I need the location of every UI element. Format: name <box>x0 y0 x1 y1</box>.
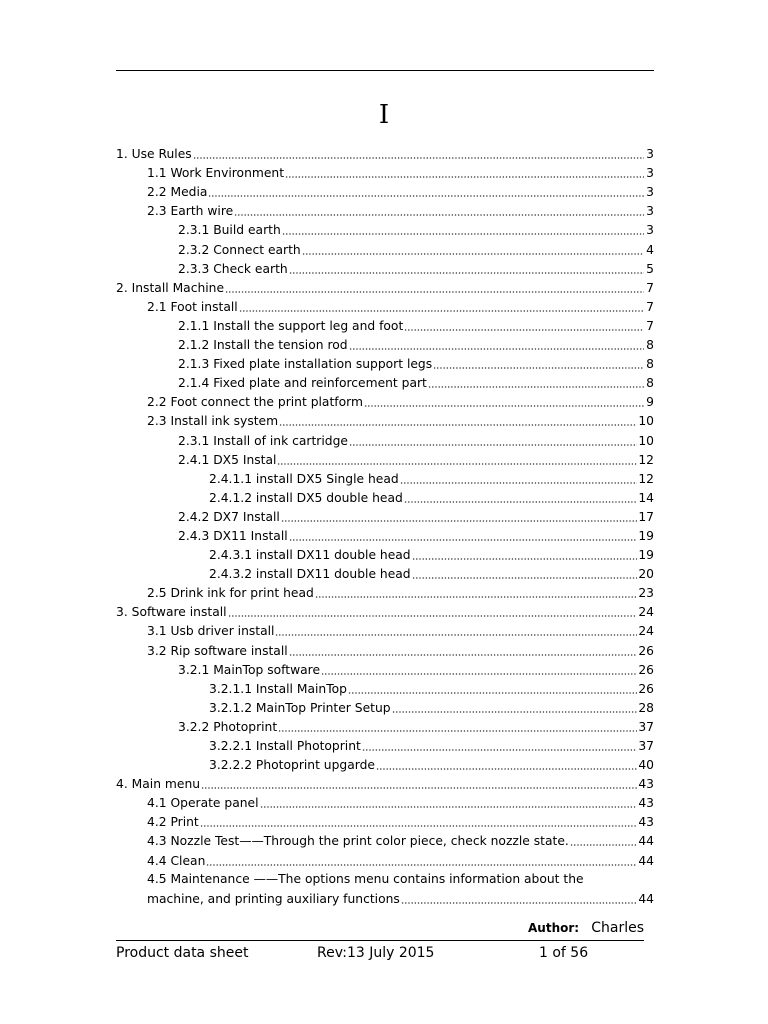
toc-entry-page: 23 <box>638 586 654 601</box>
toc-entry-page: 4 <box>646 242 654 257</box>
toc-entry[interactable] <box>116 812 654 831</box>
toc-entry[interactable] <box>116 583 654 602</box>
toc-entry[interactable] <box>116 640 654 659</box>
toc-entry[interactable] <box>116 278 654 297</box>
toc-entry-page: 3 <box>646 185 654 200</box>
toc-entry-label: 3.2.1.1 Install MainTop <box>209 681 347 696</box>
toc-entry-label: 2.4.3.1 install DX11 double head <box>209 548 411 563</box>
toc-entry[interactable] <box>116 335 654 354</box>
toc-entry-label: 4.1 Operate panel <box>147 796 259 811</box>
toc-entry-label: 3.1 Usb driver install <box>147 624 275 639</box>
toc-entry-page: 8 <box>646 357 654 372</box>
toc-dot-leader <box>289 539 638 541</box>
toc-entry-label: 4.3 Nozzle Test——Through the print color piece, check nozzle state. <box>147 834 569 849</box>
toc-entry-page: 10 <box>638 414 654 429</box>
toc-entry-page: 9 <box>646 395 654 410</box>
toc-entry-label: 2.3 Earth wire <box>147 204 234 219</box>
toc-entry[interactable] <box>116 488 654 507</box>
toc-entry[interactable] <box>116 316 654 335</box>
toc-entry-label: 2.5 Drink ink for print head <box>147 586 314 601</box>
toc-entry-page: 43 <box>638 796 654 811</box>
toc-entry[interactable] <box>116 220 654 239</box>
toc-entry-label: 2.1 Foot install <box>147 299 238 314</box>
toc-dot-leader <box>401 902 638 904</box>
toc-entry-page: 37 <box>638 739 654 753</box>
toc-dot-leader <box>412 558 638 560</box>
toc-entry-label: 2. Install Machine <box>116 280 225 295</box>
author-name: Charles <box>591 920 644 936</box>
toc-entry-page: 26 <box>638 681 654 696</box>
toc-dot-leader <box>206 864 637 866</box>
footer-rule <box>116 940 644 941</box>
toc-entry[interactable] <box>116 564 654 583</box>
table-of-contents <box>116 144 654 908</box>
toc-entry-page: 3 <box>646 147 654 162</box>
toc-entry-page: 3 <box>646 204 654 219</box>
toc-dot-leader <box>376 768 637 770</box>
toc-entry-page: 12 <box>638 471 654 486</box>
toc-entry-multiline[interactable] <box>116 870 654 908</box>
toc-entry[interactable] <box>116 373 654 392</box>
toc-dot-leader <box>282 233 644 235</box>
toc-entry-label: 3.2.2.1 Install Photoprint <box>209 739 361 753</box>
toc-entry-page: 10 <box>638 433 654 448</box>
toc-entry-page: 37 <box>638 719 654 734</box>
toc-entry[interactable] <box>116 450 654 469</box>
toc-entry[interactable] <box>116 392 654 411</box>
toc-entry[interactable] <box>116 698 654 717</box>
toc-entry[interactable] <box>116 545 654 564</box>
toc-entry-page: 8 <box>646 376 654 391</box>
toc-entry[interactable] <box>116 850 654 869</box>
toc-entry-label: 2.1.1 Install the support leg and foot <box>178 318 404 333</box>
toc-dot-leader <box>279 424 637 426</box>
toc-entry-label: 4.4 Clean <box>147 853 206 868</box>
toc-dot-leader <box>302 253 644 255</box>
header-rule <box>116 70 654 71</box>
toc-entry-page: 44 <box>638 891 654 906</box>
toc-entry-page: 26 <box>638 643 654 658</box>
toc-dot-leader <box>321 673 637 675</box>
toc-entry-label: 2.1.2 Install the tension rod <box>178 338 348 353</box>
toc-dot-leader <box>349 444 637 446</box>
toc-dot-leader <box>400 482 638 484</box>
toc-entry-page: 26 <box>638 662 654 677</box>
toc-entry-label: 2.1.3 Fixed plate installation support legs <box>178 357 433 372</box>
toc-dot-leader <box>364 405 644 407</box>
toc-entry[interactable] <box>116 182 654 201</box>
toc-entry[interactable] <box>116 239 654 258</box>
toc-dot-leader <box>349 348 644 350</box>
toc-entry-page: 19 <box>638 528 654 543</box>
toc-dot-leader <box>570 844 638 846</box>
toc-entry-label: 1. Use Rules <box>116 147 192 162</box>
toc-entry-label: 2.3.1 Build earth <box>178 223 281 238</box>
toc-entry[interactable] <box>116 717 654 736</box>
toc-entry-page: 14 <box>638 490 654 505</box>
toc-entry-label: 3.2.1 MainTop software <box>178 662 321 677</box>
toc-dot-leader <box>201 787 637 789</box>
toc-entry-page: 28 <box>638 700 654 715</box>
toc-entry-label: 3.2.2.2 Photoprint upgarde <box>209 758 375 773</box>
toc-entry-page: 40 <box>638 758 654 773</box>
toc-entry-label: 2.4.3.2 install DX11 double head <box>209 567 411 582</box>
toc-entry[interactable] <box>116 602 654 621</box>
toc-entry[interactable] <box>116 201 654 220</box>
toc-dot-leader <box>433 367 644 369</box>
toc-entry-page: 7 <box>646 318 654 333</box>
toc-dot-leader <box>200 825 638 827</box>
toc-entry-page: 44 <box>638 853 654 868</box>
toc-entry-page: 43 <box>638 777 654 792</box>
toc-dot-leader <box>392 711 638 713</box>
toc-entry[interactable] <box>116 755 654 774</box>
toc-entry-page: 19 <box>638 548 654 563</box>
toc-dot-leader <box>193 157 644 159</box>
toc-entry[interactable] <box>116 411 654 430</box>
toc-entry[interactable] <box>116 831 654 850</box>
toc-entry-label: 2.4.1.1 install DX5 Single head <box>209 471 399 486</box>
toc-entry-label: 2.4.1.2 install DX5 double head <box>209 490 403 505</box>
toc-dot-leader <box>278 730 637 732</box>
toc-dot-leader <box>362 749 638 751</box>
toc-dot-leader <box>260 806 638 808</box>
toc-dot-leader <box>277 463 637 465</box>
toc-entry-label: 2.2 Media <box>147 185 208 200</box>
toc-entry-page: 7 <box>646 280 654 295</box>
toc-dot-leader <box>208 195 644 197</box>
toc-entry-label: 2.3 Install ink system <box>147 414 279 429</box>
toc-entry[interactable] <box>116 774 654 793</box>
toc-entry-page: 3 <box>646 166 654 181</box>
toc-entry[interactable] <box>116 621 654 640</box>
toc-entry-page: 3 <box>646 223 654 238</box>
toc-dot-leader <box>275 634 637 636</box>
footer-document-title: Product data sheet <box>116 945 249 961</box>
toc-dot-leader <box>285 176 644 178</box>
toc-entry-page: 20 <box>638 567 654 582</box>
toc-dot-leader <box>289 272 644 274</box>
toc-dot-leader <box>428 386 644 388</box>
toc-entry[interactable] <box>116 259 654 278</box>
toc-entry-label: 2.4.1 DX5 Instal <box>178 452 277 467</box>
toc-entry-label: 2.2 Foot connect the print platform <box>147 395 363 410</box>
toc-entry-label: 3.2.2 Photoprint <box>178 719 278 734</box>
page-footer <box>116 943 644 965</box>
toc-dot-leader <box>225 291 644 293</box>
author-line <box>528 918 644 939</box>
toc-entry[interactable] <box>116 526 654 545</box>
toc-dot-leader <box>404 501 638 503</box>
toc-entry-label: 4.2 Print <box>147 815 199 830</box>
toc-entry-page: 24 <box>638 605 654 620</box>
toc-dot-leader <box>315 596 638 598</box>
toc-dot-leader <box>404 329 644 331</box>
toc-entry[interactable] <box>116 430 654 449</box>
toc-entry-label: 2.1.4 Fixed plate and reinforcement part <box>178 376 427 391</box>
toc-entry-label: 4. Main menu <box>116 777 201 792</box>
toc-entry-page: 7 <box>646 299 654 314</box>
toc-entry-page: 44 <box>638 834 654 849</box>
toc-entry[interactable] <box>116 297 654 316</box>
toc-entry-label-line1: 4.5 Maintenance ——The options menu contains information about the <box>147 871 584 886</box>
toc-entry[interactable] <box>116 679 654 698</box>
toc-entry-page: 43 <box>638 815 654 830</box>
footer-page-number: 1 of 56 <box>539 945 589 961</box>
toc-entry-page: 5 <box>646 261 654 276</box>
toc-entry-page: 8 <box>646 338 654 353</box>
toc-entry-label-line2: machine, and printing auxiliary functions <box>147 891 400 906</box>
toc-entry-label: 3. Software install <box>116 605 227 620</box>
toc-dot-leader <box>234 214 644 216</box>
toc-entry-label: 2.3.3 Check earth <box>178 261 288 276</box>
toc-dot-leader <box>289 654 638 656</box>
toc-dot-leader <box>281 520 638 522</box>
toc-entry[interactable] <box>116 793 654 812</box>
toc-entry[interactable] <box>116 354 654 373</box>
toc-dot-leader <box>228 615 638 617</box>
toc-entry-page: 12 <box>638 452 654 467</box>
toc-dot-leader <box>412 577 638 579</box>
toc-entry-label: 2.3.1 Install of ink cartridge <box>178 433 348 448</box>
toc-dot-leader <box>348 692 637 694</box>
section-numeral: I <box>378 100 390 130</box>
toc-entry[interactable] <box>116 736 654 755</box>
toc-entry-page: 17 <box>638 509 654 524</box>
toc-entry[interactable] <box>116 144 654 163</box>
footer-revision: Rev:13 July 2015 <box>317 945 435 961</box>
toc-entry-label: 2.4.3 DX11 Install <box>178 528 288 543</box>
toc-entry[interactable] <box>116 507 654 526</box>
toc-entry[interactable] <box>116 660 654 679</box>
toc-entry-label: 1.1 Work Environment <box>147 166 285 181</box>
toc-entry[interactable] <box>116 163 654 182</box>
toc-entry-label: 2.3.2 Connect earth <box>178 242 301 257</box>
toc-entry-label: 3.2 Rip software install <box>147 643 288 658</box>
author-label: Author: <box>528 921 580 935</box>
toc-entry-label: 2.4.2 DX7 Install <box>178 509 280 524</box>
toc-entry-page: 24 <box>638 624 654 639</box>
toc-dot-leader <box>239 310 644 312</box>
toc-entry[interactable] <box>116 469 654 488</box>
toc-entry-label: 3.2.1.2 MainTop Printer Setup <box>209 700 391 715</box>
